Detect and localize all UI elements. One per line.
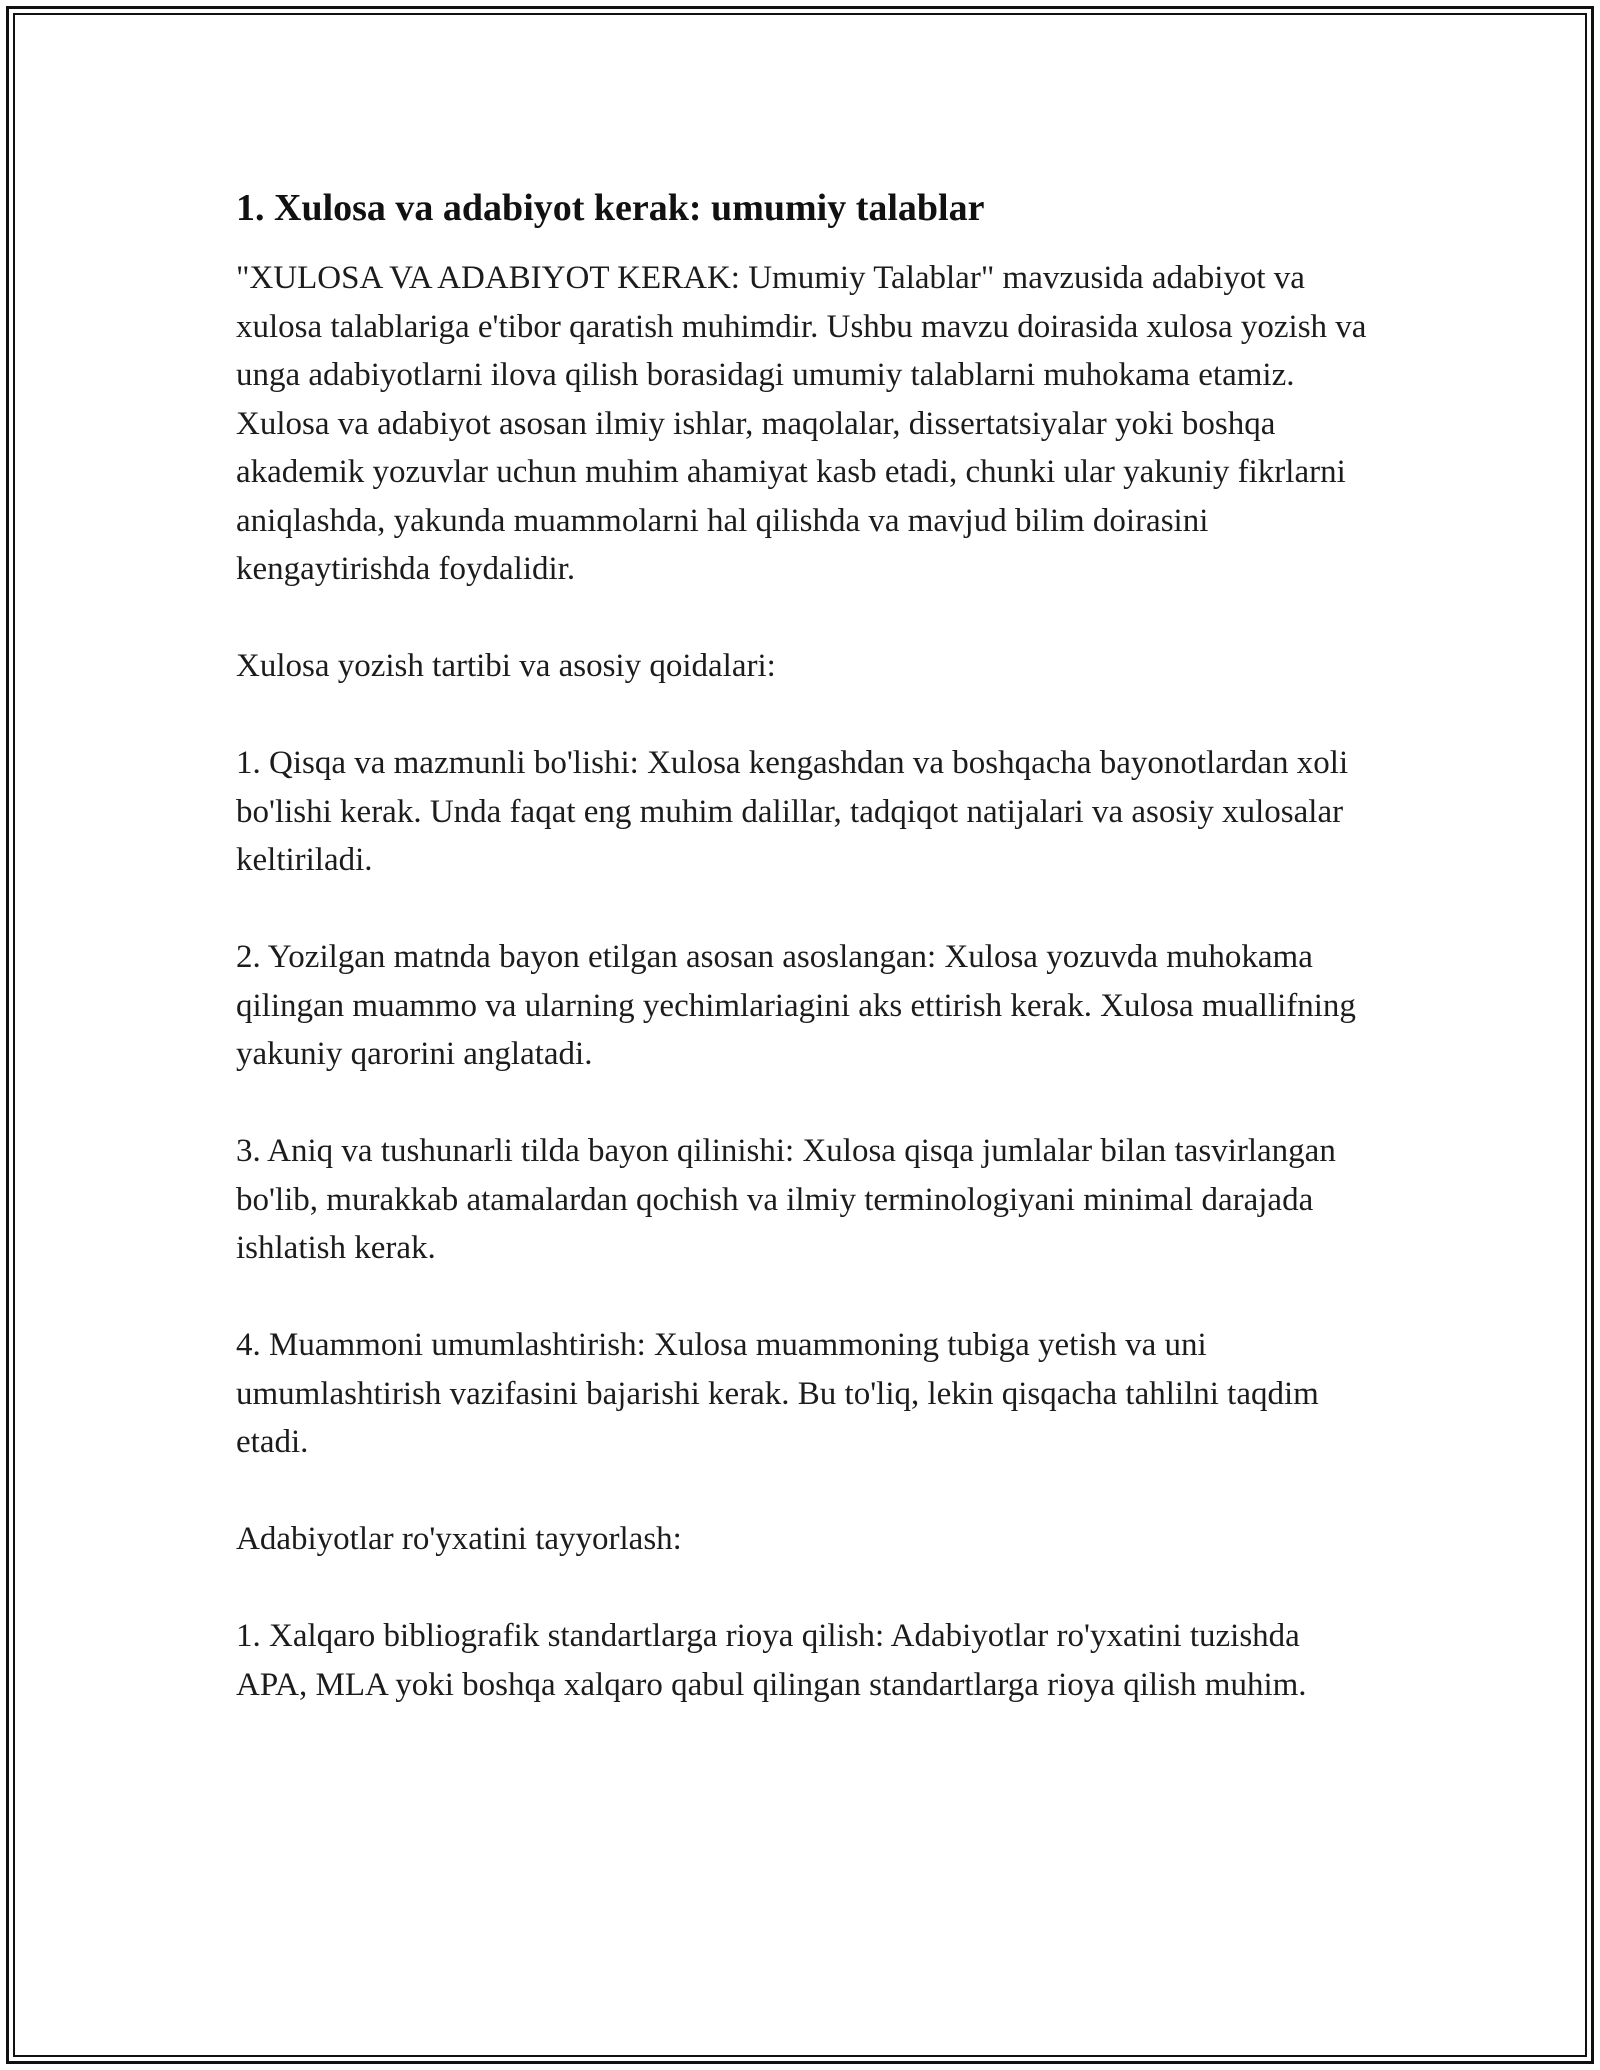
bibliography-rule-1: 1. Xalqaro bibliografik standartlarga rioya qilish: Adabiyotlar ro'yxatini tuzishda APA, MLA yoki boshqa xalqaro qabul qilingan standartlarga rioya qilish muhim. [236,1618,1307,1703]
intro-paragraph: "XULOSA VA ADABIYOT KERAK: Umumiy Talablar" mavzusida adabiyot va xulosa talablariga e'tibor qaratish muhimdir. Ushbu mavzu doirasida xulosa yozish va unga adabiyotlarni ilova qilish borasidagi umumiy talablarni muhokama etamiz. Xulosa va adabiyot asosan ilmiy ishlar, maqolalar, dissertatsiyalar yoki boshqa akademik yozuvlar uchun muhim ahamiyat kasb etadi, chunki ular yakuniy fikrlarni aniqlashda, yakunda muammolarni hal qilishda va mavjud bilim doirasini kengaytirishda foydalidir. [236,260,1367,587]
conclusion-rules-heading: Xulosa yozish tartibi va asosiy qoidalari: [236,648,776,684]
bibliography-heading: Adabiyotlar ro'yxatini tayyorlash: [236,1521,682,1557]
document-body [236,184,1376,1758]
conclusion-rule-1: 1. Qisqa va mazmunli bo'lishi: Xulosa kengashdan va boshqacha bayonotlardan xoli bo'lishi kerak. Unda faqat eng muhim dalillar, tadqiqot natijalari va asosiy xulosalar keltiriladi. [236,745,1349,878]
conclusion-rule-3: 3. Aniq va tushunarli tilda bayon qilinishi: Xulosa qisqa jumlalar bilan tasvirlangan bo'lib, murakkab atamalardan qochish va ilmiy terminologiyani minimal darajada ishlatish kerak. [236,1133,1336,1266]
section-heading: 1. Xulosa va adabiyot kerak: umumiy talablar [236,187,985,229]
conclusion-rule-4: 4. Muammoni umumlashtirish: Xulosa muammoning tubiga yetish va uni umumlashtirish vazifasini bajarishi kerak. Bu to'liq, lekin qisqacha tahlilni taqdim etadi. [236,1327,1319,1460]
conclusion-rule-2: 2. Yozilgan matnda bayon etilgan asosan asoslangan: Xulosa yozuvda muhokama qilingan muammo va ularning yechimlariagini aks ettirish kerak. Xulosa muallifning yakuniy qarorini anglatadi. [236,939,1356,1072]
